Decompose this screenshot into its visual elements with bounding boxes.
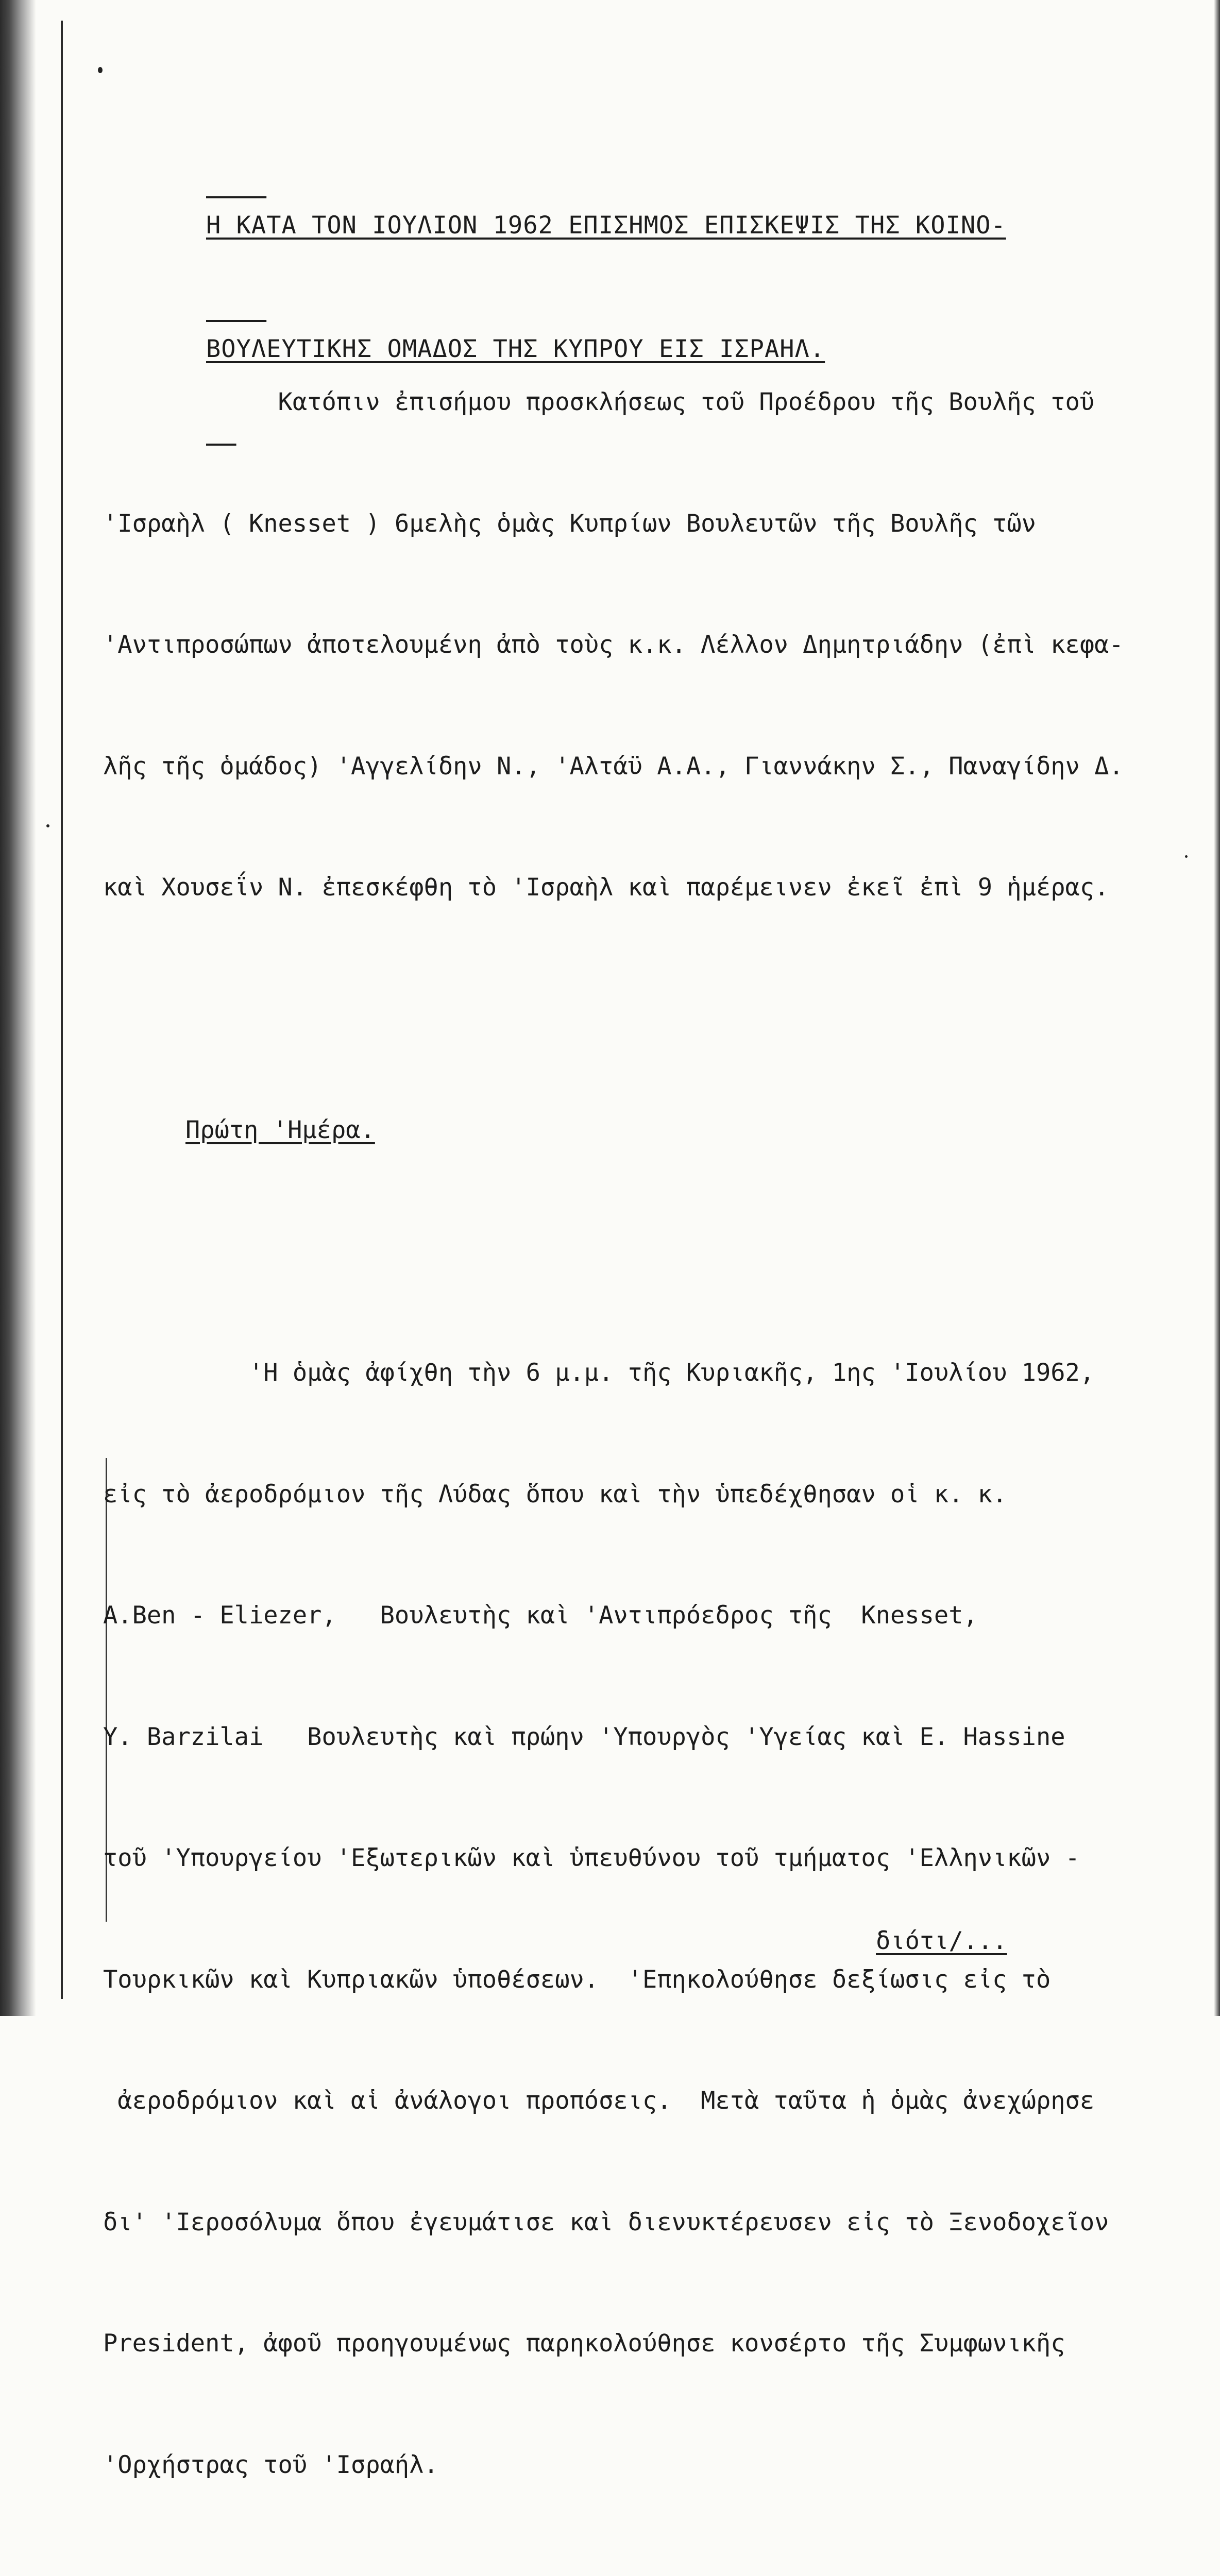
- text-line: President, ἀφοῦ προηγουμένως παρηκολούθησε κονσέρτο τῆς Συμφωνικῆς: [103, 2329, 1065, 2358]
- text-line: λῆς τῆς ὁμάδος) 'Αγγελίδην Ν., 'Αλτάϋ Α.Α., Γιαννάκην Σ., Παναγίδην Δ.: [103, 752, 1124, 781]
- title-line: Η ΚΑΤΑ ΤΟΝ ΙΟΥΛΙΟΝ 1962 ΕΠΙΣΗΜΟΣ ΕΠΙΣΚΕΨΙΣ ΤΗΣ ΚΟΙΝΟ-: [206, 211, 1006, 240]
- ink-speck: [98, 67, 103, 73]
- text-line: καὶ Χουσεΐν Ν. ἐπεσκέφθη τὸ 'Ισραὴλ καὶ παρέμεινεν ἐκεῖ ἐπὶ 9 ἡμέρας.: [103, 873, 1109, 902]
- text-line: 'Η ὁμὰς ἀφίχθη τὴν 6 μ.μ. τῆς Κυριακῆς, 1ης 'Ιουλίου 1962,: [103, 1359, 1095, 1387]
- text-line: 'Ισραὴλ ( Knesset ) 6μελὴς ὁμὰς Κυπρίων Βουλευτῶν τῆς Βουλῆς τῶν: [103, 509, 1036, 538]
- intro-paragraph: [103, 301, 1195, 989]
- text-line: Y. Barzilai Βουλευτὴς καὶ πρώην 'Υπουργὸς 'Υγείας καὶ Ε. Hassine: [103, 1722, 1065, 1751]
- text-line: ἀεροδρόμιον καὶ αἱ ἀνάλογοι προπόσεις. Μετὰ ταῦτα ἡ ὁμὰς ἀνεχώρησε: [103, 2087, 1095, 2115]
- scan-shadow-left: [0, 0, 36, 2016]
- day1-paragraph: [103, 1272, 1195, 2566]
- title-line: ΒΟΥΛΕΥΤΙΚΗΣ ΟΜΑΔΟΣ ΤΗΣ ΚΥΠΡΟΥ ΕΙΣ ΙΣΡΑΗΛ.: [206, 335, 825, 363]
- ink-speck: [46, 824, 49, 827]
- day1-heading-text: Πρώτη 'Ημέρα.: [185, 1116, 375, 1144]
- day1-heading: [103, 1110, 1195, 1151]
- ink-speck: [1185, 855, 1188, 858]
- text-line: Τουρκικῶν καὶ Κυπριακῶν ὑποθέσεων. 'Επηκολούθησε δεξίωσις εἰς τὸ: [103, 1965, 1051, 1994]
- scan-shadow-right: [1214, 0, 1220, 2016]
- text-line: εἰς τὸ ἀεροδρόμιον τῆς Λύδας ὅπου καὶ τὴν ὑπεδέχθησαν οἱ κ. κ.: [103, 1480, 1007, 1509]
- text-line: τοῦ 'Υπουργείου 'Εξωτερικῶν καὶ ὑπευθύνου τοῦ τμήματος 'Ελληνικῶν -: [103, 1844, 1080, 1872]
- text-line: 'Αντιπροσώπων ἀποτελουμένη ἀπὸ τοὺς κ.κ. Λέλλον Δημητριάδην (ἐπὶ κεφα-: [103, 631, 1124, 659]
- document-body: [103, 221, 1195, 2576]
- text-line: 'Ορχήστρας τοῦ 'Ισραήλ.: [103, 2450, 438, 2479]
- margin-rule: [61, 21, 63, 1999]
- catchword-text: διότι/...: [876, 1927, 1007, 1955]
- continuation-catchword: [876, 1927, 1007, 1955]
- text-line: Κατόπιν ἐπισήμου προσκλήσεως τοῦ Προέδρου τῆς Βουλῆς τοῦ: [103, 388, 1095, 416]
- text-line: A.Ben - Eliezer, Βουλευτὴς καὶ 'Αντιπρόεδρος τῆς Knesset,: [103, 1601, 978, 1630]
- text-line: δι' 'Ιεροσόλυμα ὅπου ἐγευμάτισε καὶ διενυκτέρευσεν εἰς τὸ Ξενοδοχεῖον: [103, 2208, 1109, 2236]
